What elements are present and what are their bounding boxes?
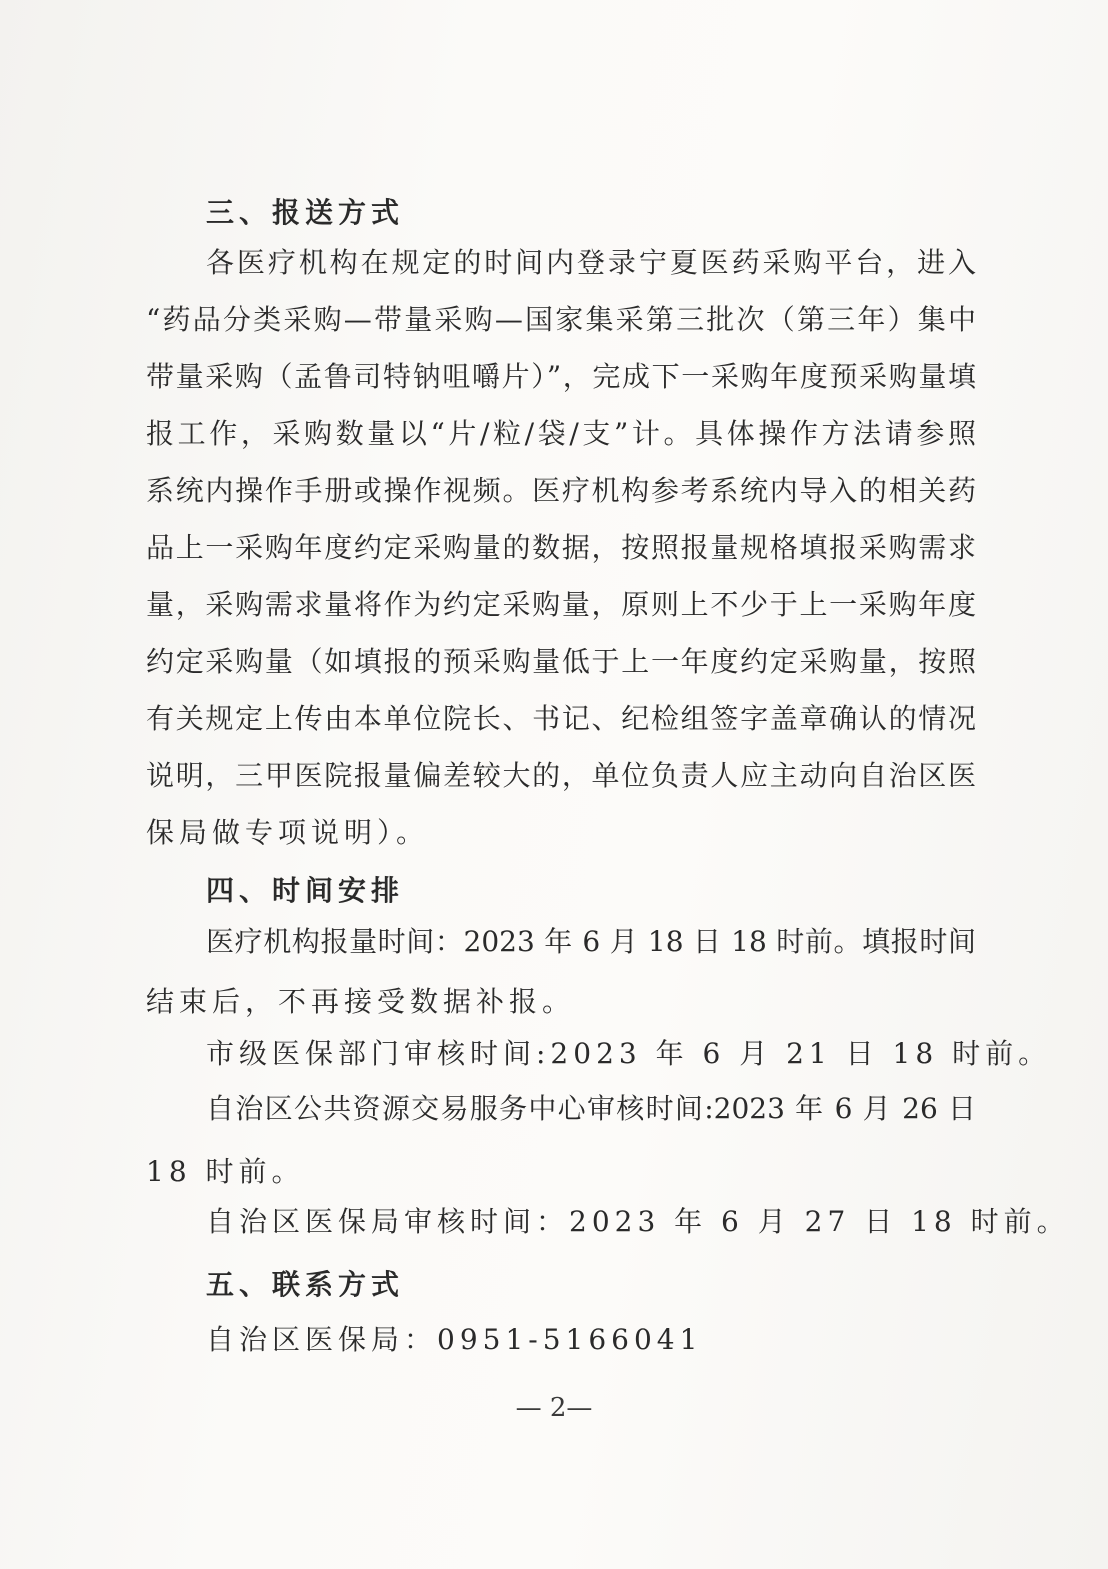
schedule-line: 结束后，不再接受数据补报。 <box>146 985 576 1018</box>
paragraph-line: 系统内操作手册或操作视频。医疗机构参考系统内导入的相关药 <box>146 474 976 507</box>
schedule-line: 市级医保部门审核时间:2023 年 6 月 21 日 18 时前。 <box>206 1037 1052 1070</box>
paragraph-line: 量，采购需求量将作为约定采购量，原则上不少于上一采购年度 <box>146 588 976 621</box>
paragraph-line: 说明，三甲医院报量偏差较大的，单位负责人应主动向自治区医 <box>146 759 976 792</box>
paragraph-line: 品上一采购年度约定采购量的数据，按照报量规格填报采购需求 <box>146 531 976 564</box>
paragraph-line: 报工作，采购数量以“片/粒/袋/支”计。具体操作方法请参照 <box>146 417 976 450</box>
paragraph-line: “药品分类采购—带量采购—国家集采第三批次（第三年）集中 <box>146 303 976 336</box>
section-heading-schedule: 四、时间安排 <box>206 874 405 907</box>
paragraph-line: 带量采购（孟鲁司特钠咀嚼片）”，完成下一采购年度预采购量填 <box>146 360 976 393</box>
section-heading-contact: 五、联系方式 <box>206 1268 405 1301</box>
paragraph-line: 保局做专项说明）。 <box>146 816 430 849</box>
contact-line: 自治区医保局：0951-5166041 <box>206 1323 703 1356</box>
schedule-line: 医疗机构报量时间：2023 年 6 月 18 日 18 时前。填报时间 <box>206 925 976 958</box>
paragraph-line: 有关规定上传由本单位院长、书记、纪检组签字盖章确认的情况 <box>146 702 976 735</box>
schedule-line: 自治区公共资源交易服务中心审核时间:2023 年 6 月 26 日 <box>206 1092 976 1125</box>
schedule-line: 18 时前。 <box>146 1155 305 1188</box>
paragraph-line: 约定采购量（如填报的预采购量低于上一年度约定采购量，按照 <box>146 645 976 678</box>
page-number: — 2— <box>515 1393 593 1423</box>
paragraph-line: 各医疗机构在规定的时间内登录宁夏医药采购平台，进入 <box>206 246 976 279</box>
schedule-line: 自治区医保局审核时间：2023 年 6 月 27 日 18 时前。 <box>206 1205 1070 1238</box>
section-heading-submission-method: 三、报送方式 <box>206 196 405 229</box>
